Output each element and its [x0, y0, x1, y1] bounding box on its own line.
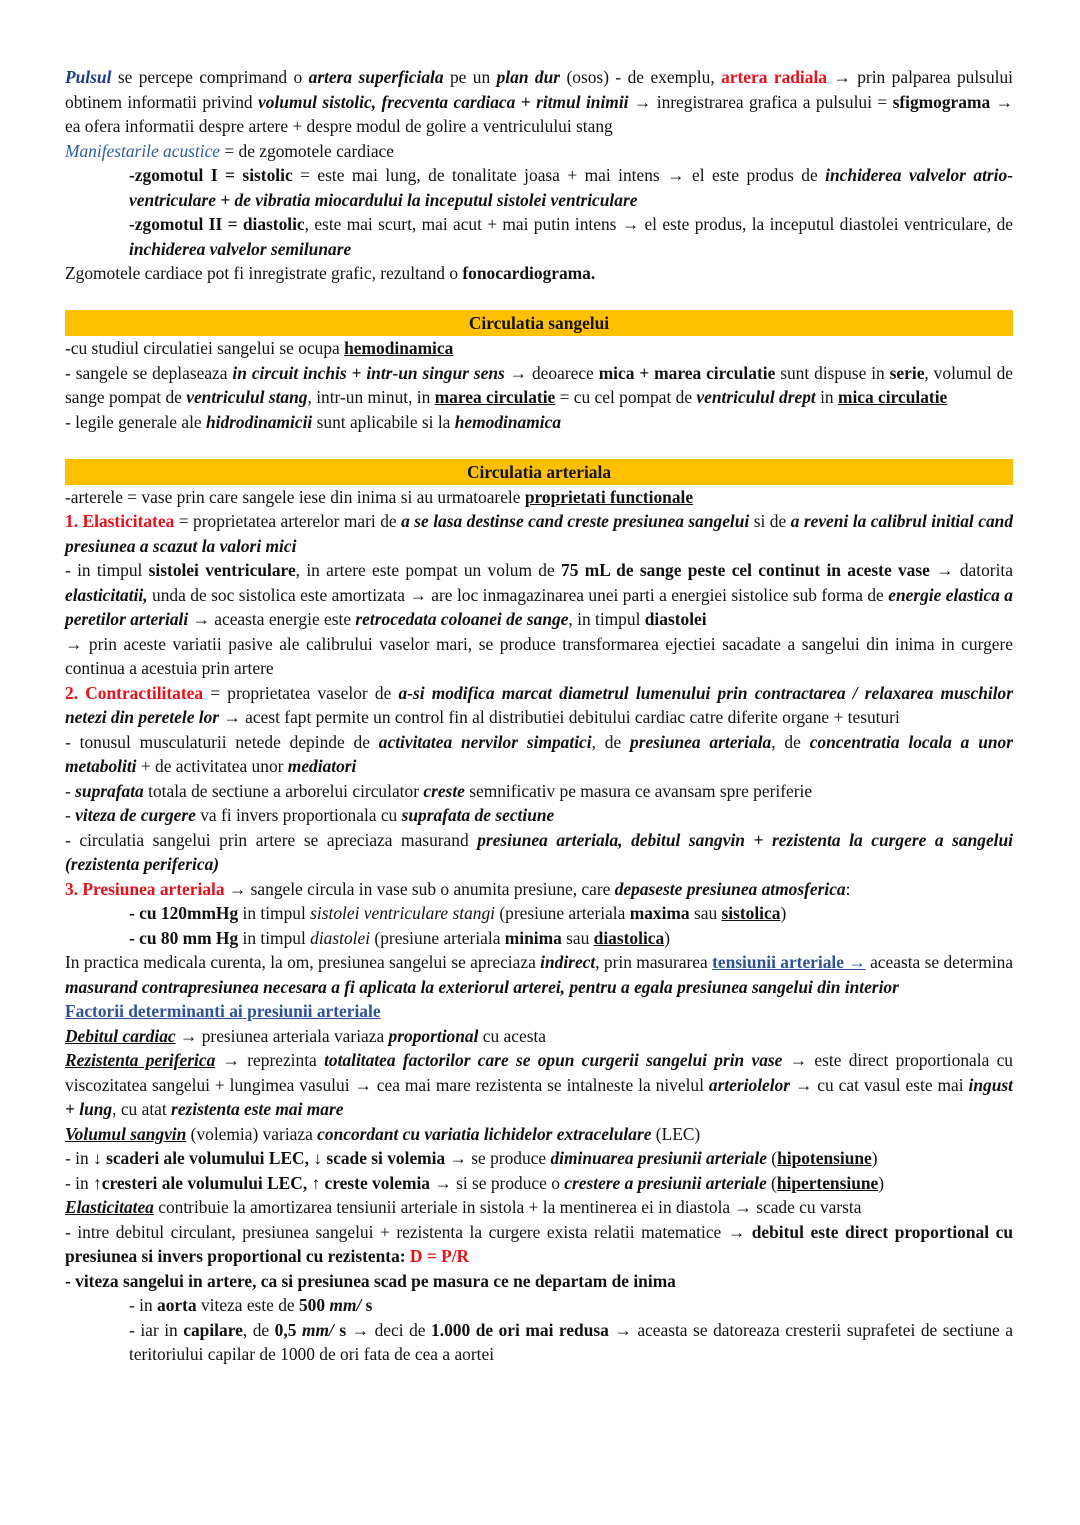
text-run: in circuit inchis + intr-un singur sens [232, 362, 505, 383]
text-run: depaseste presiunea atmosferica [614, 878, 846, 899]
text-run: se percepe comprimand o [111, 67, 309, 87]
paragraph-pulse [65, 65, 1013, 139]
text-run: , in artere este pompat un volum de [295, 560, 562, 580]
text-run: - in ↓ [65, 1148, 107, 1168]
formula-d-p-r: D = P/R [409, 1246, 470, 1266]
text-run: mm/ [301, 1319, 334, 1340]
section-header-circulatia-sangelui: Circulatia sangelui [65, 310, 1013, 336]
paragraph-suprafata [65, 779, 1013, 804]
text-run: → deoarece [504, 362, 599, 383]
text-run: aceasta se determina [865, 952, 1013, 972]
text-run: In practica medicala curenta, la om, presiunea sangelui se apreciaza [65, 952, 541, 972]
paragraph-sistolica [65, 901, 1013, 926]
text-run: - cu 120mmHg [129, 903, 239, 923]
text-run: 1.000 de ori mai redusa [431, 1319, 609, 1340]
text-run: + de activitatea unor [136, 756, 288, 776]
text-run: crestere a presiunii arteriale [564, 1172, 767, 1193]
paragraph-presiunea [65, 877, 1013, 902]
text-run: cu acesta [478, 1025, 547, 1046]
text-run: → este direct proportionala cu viscozitatea sangelui + lungimea vasului → cea mai mare rezistenta se intalneste la nivelul [65, 1050, 1013, 1095]
text-run: viteza de curgere [75, 805, 196, 825]
text-run: fonocardiograma. [462, 263, 596, 283]
text-run: → sangele circula in vase sub o anumita presiune, care [224, 878, 615, 899]
text-run: (volemia) variaza [186, 1123, 318, 1144]
text-run: Rezistenta periferica [65, 1050, 216, 1070]
paragraph-viteza-sangelui [65, 1269, 1013, 1294]
text-run: 500 [298, 1295, 330, 1315]
paragraph-volum-sangvin [65, 1122, 1013, 1147]
text-run: sunt dispuse in [775, 362, 890, 383]
text-run: , este mai scurt, mai acut + mai putin intens → el este produs, la inceputul diastolei ventriculare, de [304, 214, 1013, 234]
paragraph-masurare [65, 828, 1013, 877]
text-run: semnificativ pe masura ce avansam spre periferie [464, 780, 813, 801]
text-run: - [65, 805, 76, 825]
text-run: → aceasta se datoreaza cresterii suprafetei de sectiune a teritoriului capilar de 1000 de ori fata de cea a aortei [129, 1319, 1013, 1364]
text-run: si de [749, 511, 791, 531]
text-run: maxima [629, 903, 690, 923]
text-run: , de [591, 731, 631, 752]
text-run: pe un [443, 67, 497, 87]
text-run: → cu cat vasul este mai [790, 1074, 969, 1095]
text-run: debitul este direct proportional cu presiunea si invers proportional cu rezistenta: [65, 1221, 1013, 1266]
link-tensiunii-arteriale[interactable]: tensiunii arteriale → [712, 952, 866, 972]
document-page [65, 65, 1013, 1367]
text-run: Volumul sangvin [65, 1123, 187, 1144]
text-run: ( [766, 1172, 777, 1193]
text-run: a-si modifica marcat diametrul lumenului prin contractarea / relaxarea muschilor netezi din peretele lor [65, 682, 1013, 727]
text-run: ) [664, 927, 670, 948]
text-run: proprietati functionale [524, 486, 694, 507]
text-run: (presiune arteriala [370, 927, 505, 948]
text-run: ventriculul drept [696, 387, 816, 407]
paragraph-hemodinamica [65, 336, 1013, 361]
text-run: , prin masurarea [595, 952, 713, 972]
text-run: sistolei ventriculare stangi [310, 903, 495, 923]
paragraph-elasticitatea [65, 509, 1013, 558]
paragraph-zgomot-1 [65, 163, 1013, 212]
text-run: Zgomotele cardiace pot fi inregistrate grafic, rezultand o [65, 263, 463, 283]
text-run: sistolei ventriculare [148, 560, 296, 580]
text-run: , de [242, 1319, 275, 1340]
paragraph-aorta [65, 1293, 1013, 1318]
text-run: - in ↑ [65, 1172, 102, 1193]
link-factorii-determinanti[interactable]: Factorii determinanti ai presiunii arteriale [65, 1001, 381, 1021]
text-run: minima [504, 927, 562, 948]
paragraph-practica [65, 950, 1013, 999]
text-run: , de [771, 731, 810, 752]
paragraph-variatii: → prin aceste variatii pasive ale calibrului vaselor mari, se produce transformarea ejectiei sacadate a sangelui din inima in curgere continua a acestuia prin artere [65, 633, 1013, 678]
text-run: rezistenta este mai mare [171, 1099, 344, 1119]
text-run: -zgomotul I = [129, 165, 243, 185]
text-run: - viteza sangelui in artere, ca si presiunea scad pe masura ce ne departam de inima [65, 1270, 676, 1291]
text-run: hemodinamica [344, 338, 454, 358]
text-run: hemodinamica [454, 411, 562, 432]
text-run: cresteri ale volumului LEC, ↑ creste volemia [101, 1172, 430, 1193]
paragraph-tonus [65, 730, 1013, 779]
paragraph-contractilitatea [65, 681, 1013, 730]
text-run: - cu 80 mm Hg [129, 927, 239, 948]
text-run: , intr-un minut, in [307, 387, 435, 407]
text-run: proportional [388, 1025, 479, 1046]
text-run: s [333, 1319, 347, 1340]
text-run: a se lasa destinse cand creste presiunea sangelui [401, 511, 750, 531]
text-run: = cu cel pompat de [555, 387, 697, 407]
text-run: = de zgomotele cardiace [220, 140, 394, 161]
text-run: marea circulatie [434, 387, 556, 407]
text-run: serie [889, 362, 925, 383]
text-run: presiunea arteriala, debitul sangvin + rezistenta la curgere a sangelui (rezistenta periferica) [65, 829, 1014, 874]
text-run: - legile generale ale [65, 411, 206, 432]
paragraph-capilare [65, 1318, 1013, 1367]
text-run: - iar in [129, 1319, 184, 1340]
text-run: masurand contrapresiunea necesara a fi aplicata la exteriorul arterei, pentru a egala presiunea sangelui din interior [65, 976, 899, 997]
text-run: artera superficiala [308, 67, 444, 87]
paragraph-viteza [65, 803, 1013, 828]
paragraph-debit-cardiac [65, 1024, 1013, 1049]
text-run: - [65, 780, 76, 801]
paragraph-diastolica [65, 926, 1013, 951]
text-run: → deci de [346, 1319, 432, 1340]
text-run: sistolica [721, 903, 781, 923]
text-run: ) [871, 1148, 878, 1168]
text-run: - intre debitul circulant, presiunea sangelui + rezistenta la curgere exista relatii matematice → [65, 1221, 752, 1242]
spacer [65, 286, 1013, 311]
section-header-circulatia-arteriala: Circulatia arteriala [65, 459, 1013, 485]
paragraph-zgomot-2 [65, 212, 1013, 261]
text-run: hidrodinamicii [205, 411, 313, 432]
heading-elasticitatea: 1. Elasticitatea [65, 511, 175, 531]
text-run: in [815, 387, 838, 407]
text-run: Debitul cardiac [65, 1025, 176, 1046]
text-run: presiunea arteriala [630, 731, 772, 752]
text-run: → datorita [929, 560, 1013, 580]
paragraph-circuit [65, 361, 1013, 410]
text-run: hipotensiune [777, 1148, 872, 1168]
paragraph-hidrodinamica [65, 410, 1013, 435]
text-run: (presiune arteriala [495, 903, 630, 923]
text-run: : [845, 878, 851, 899]
text-run: , volumul de sange pompat de [65, 362, 1013, 407]
text-run: = proprietatea arterelor mari de [174, 511, 402, 531]
paragraph-sistola [65, 558, 1013, 632]
text-run: in timpul [238, 903, 311, 923]
text-run: 75 mL de sange peste cel continut in aceste vase [561, 560, 930, 580]
text-run: activitatea nervilor simpatici [378, 731, 592, 752]
text-run: capilare [183, 1319, 243, 1340]
paragraph-arterele [65, 485, 1013, 510]
paragraph-hipertensiune [65, 1171, 1013, 1196]
text-run: sunt aplicabile si la [312, 411, 455, 432]
spacer [65, 434, 1013, 459]
text-run: ) [878, 1172, 885, 1193]
heading-contractilitatea: 2. Contractilitatea [65, 682, 204, 703]
text-run: → aceasta energie este [188, 609, 356, 629]
text-run: → reprezinta [215, 1050, 325, 1070]
text-run: diastolei [644, 609, 707, 629]
paragraph-acoustic [65, 139, 1013, 164]
paragraph-hipotensiune [65, 1146, 1013, 1171]
text-run: -cu studiul circulatiei sangelui se ocupa [65, 338, 345, 358]
text-run: scaderi ale volumului LEC, ↓ scade si volemia [106, 1148, 446, 1168]
text-run: , cu atat [112, 1099, 172, 1119]
text-run: arteriolelor [708, 1074, 791, 1095]
text-run: - in [129, 1295, 158, 1315]
text-run: → si se produce o [429, 1172, 565, 1193]
text-run: ) [780, 903, 787, 923]
text-run: sistolic [242, 165, 293, 185]
text-run: concordant cu variatia lichidelor extracelulare [317, 1123, 652, 1144]
text-run: volumul sistolic, frecventa cardiaca + ritmul inimii [258, 91, 629, 112]
heading-factorii[interactable] [65, 999, 1013, 1024]
text-run: unda de soc sistolica este amortizata → are loc inmagazinarea unei parti a energiei sistolice sub forma de [147, 584, 889, 605]
text-run: s [361, 1295, 373, 1315]
paragraph-rezistenta [65, 1048, 1013, 1122]
text-run: contribuie la amortizarea tensiunii arteriale in sistola + la mentinerea ei in diastola → scade cu varsta [153, 1197, 862, 1217]
text-run: sau [689, 903, 722, 923]
text-run: - sangele se deplaseaza [65, 362, 233, 383]
text-run: elasticitatii, [65, 584, 148, 605]
text-run: -arterele = vase prin care sangele iese din inima si au urmatoarele [65, 486, 525, 507]
text-run: → inregistrarea grafica a pulsului = [628, 91, 893, 112]
text-run: , in timpul [568, 609, 645, 629]
paragraph-fonocardiograma [65, 261, 1013, 286]
text-run: - in timpul [65, 560, 149, 580]
text-run: ventriculul stang [186, 387, 308, 407]
text-run: (osos) - de exemplu, [560, 67, 722, 87]
text-run: = proprietatea vaselor de [203, 682, 399, 703]
text-run: mica + marea circulatie [598, 362, 776, 383]
text-run: diastolei [310, 927, 371, 948]
text-run: concentratia locala a unor metaboliti [65, 731, 1013, 776]
text-run: diastolic [242, 214, 305, 234]
text-run: ingust + lung [65, 1074, 1013, 1119]
text-run: a reveni la calibrul initial cand presiunea a scazut la valori mici [65, 511, 1014, 556]
text-run: = este mai lung, de tonalitate joasa + mai intens → el este produs de [292, 165, 826, 185]
text-run: → acest fapt permite un control fin al distributiei debitului cardiac catre diferite organe + tesuturi [219, 707, 900, 727]
text-run: -zgomotul II = [129, 214, 243, 234]
text-run: indirect [540, 952, 596, 972]
text-run: mediatori [287, 756, 357, 776]
text-run: → se produce [445, 1148, 551, 1168]
text-run: ( [766, 1148, 778, 1168]
text-run: inchiderea valvelor semilunare [129, 238, 352, 259]
term-pulsul: Pulsul [65, 67, 112, 87]
text-run: in timpul [238, 927, 311, 948]
heading-presiunea-arteriala: 3. Presiunea arteriala [65, 878, 225, 899]
text-run: sfigmograma [892, 91, 991, 112]
text-run: → prin palparea pulsului obtinem informatii privind [65, 67, 1014, 112]
paragraph-formula [65, 1220, 1013, 1269]
text-run: viteza este de [196, 1295, 299, 1315]
text-run: - tonusul musculaturii netede depinde de [65, 731, 379, 752]
text-run: retrocedata coloanei de sange [355, 609, 569, 629]
text-run: → presiunea arteriala variaza [175, 1025, 389, 1046]
text-run: totalitatea factorilor care se opun curgerii sangelui prin vase [324, 1050, 783, 1070]
text-run: 0,5 [274, 1319, 302, 1340]
text-run: aorta [157, 1295, 197, 1315]
text-run: totala de sectiune a arborelui circulator [143, 780, 424, 801]
text-run: creste [423, 780, 465, 801]
term-manifestari-acustice: Manifestarile acustice [65, 140, 221, 161]
text-run: hipertensiune [776, 1172, 879, 1193]
text-run: plan dur [496, 67, 561, 87]
text-run: → ea ofera informatii despre artere + despre modul de golire a ventriculului stang [65, 91, 1013, 136]
paragraph-elasticitatea-factor [65, 1195, 1013, 1220]
text-run: mm/ [329, 1295, 362, 1315]
text-run: suprafata de sectiune [401, 805, 555, 825]
text-run: - circulatia sangelui prin artere se apreciaza masurand [65, 829, 478, 850]
text-run: mica circulatie [837, 387, 948, 407]
text-run: energie elastica a peretilor arteriali [65, 584, 1013, 629]
text-run: diminuarea presiunii arteriale [550, 1148, 767, 1168]
text-run: Elasticitatea [65, 1197, 154, 1217]
text-run: suprafata [75, 780, 144, 801]
term-artera-radiala: artera radiala [721, 67, 827, 87]
text-run: diastolica [593, 927, 665, 948]
text-run: sau [561, 927, 594, 948]
text-run: va fi invers proportionala cu [195, 805, 402, 825]
text-run: inchiderea valvelor atrio-ventriculare + de vibratia miocardului la inceputul sistolei ventriculare [129, 165, 1013, 210]
text-run: (LEC) [651, 1123, 701, 1144]
